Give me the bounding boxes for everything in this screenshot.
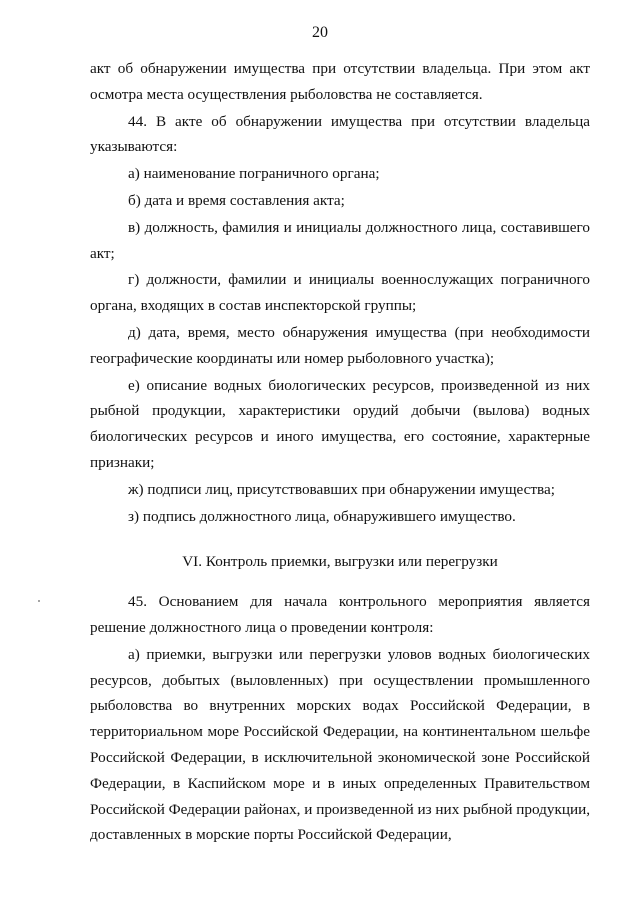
paragraph-p-44: 44. В акте об обнаружении имущества при отсутствии владельца указываются: <box>90 112 590 156</box>
paragraph-p-45: 45. Основанием для начала контрольного мероприятия является решение должностного лица о проведении контроля: <box>90 593 590 636</box>
document-body <box>90 56 590 849</box>
paragraph-p-44f: е) описание водных биологических ресурсов, произведенной из них рыбной продукции, характеристики орудий добычи (вылова) водных биологических ресурсов и иного имущества, его состояние, характерные признаки; <box>90 376 590 471</box>
paragraphs-before-section <box>90 56 590 529</box>
paragraph-p-44h: з) подпись должностного лица, обнаружившего имущество. <box>128 507 516 525</box>
paragraph-p-cont: акт об обнаружении имущества при отсутствии владельца. При этом акт осмотра места осуществления рыболовства не составляется. <box>90 60 590 103</box>
page-number: 20 <box>312 24 328 41</box>
scan-speck <box>38 600 40 602</box>
paragraph-p-44c: в) должность, фамилия и инициалы должностного лица, составившего акт; <box>90 218 590 262</box>
paragraph-p-44g: ж) подписи лиц, присутствовавших при обнаружении имущества; <box>128 480 555 498</box>
paragraph-p-44d: г) должности, фамилии и инициалы военнослужащих пограничного органа, входящих в состав инспекторской группы; <box>90 271 590 315</box>
paragraph-p-44e: д) дата, время, место обнаружения имущества (при необходимости географические координаты или номер рыболовного участка); <box>90 323 590 367</box>
section-heading: VI. Контроль приемки, выгрузки или перегрузки <box>182 553 498 571</box>
paragraph-p-44b: б) дата и время составления акта; <box>128 191 345 209</box>
paragraph-p-45a: а) приемки, выгрузки или перегрузки уловов водных биологических ресурсов, добытых (выловленных) при осуществлении промышленного рыболовства во внутренних морских водах Российской Федерации, в территориальном море Российской Федерации, на континентальном шельфе Российской Федерации, в исключительной экономической зоне Российской Федерации, в Каспийском море и в иных определенных Правительством Российской Федерации районах, и произведенной из них рыбной продукции, доставленных в морские порты Российской Федерации, <box>90 645 591 844</box>
paragraphs-after-section <box>90 589 590 848</box>
paragraph-p-44a: а) наименование пограничного органа; <box>128 165 380 183</box>
